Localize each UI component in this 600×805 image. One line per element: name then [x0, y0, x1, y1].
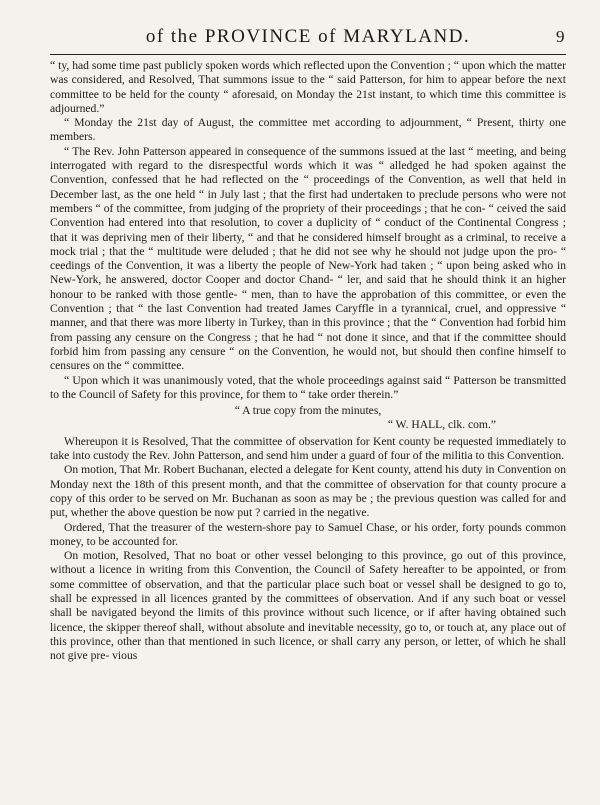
clerk-signature: “ W. HALL, clk. com.” [387, 418, 496, 432]
paragraph-unanimous-vote: “ Upon which it was unanimously voted, that the whole proceedings against said “ Patterson be transmitted to the Council of Safety for this province, for them to “ take order therein.” [50, 373, 566, 401]
paragraph-monday-meeting: “ Monday the 21st day of August, the committee met according to adjournment, “ Present, thirty one members. [50, 116, 566, 144]
page-number: 9 [556, 27, 566, 46]
body-text [50, 59, 566, 663]
paragraph-resolution-custody: Whereupon it is Resolved, That the committee of observation for Kent county be requested immediately to take into custody the Rev. John Patterson, and send him under a guard of four of the militia to this Convention. [50, 434, 566, 463]
attestation-line: “ A true copy from the minutes, [234, 404, 382, 418]
paragraph-treasurer-order: Ordered, That the treasurer of the western-shore pay to Samuel Chase, or his order, forty pounds common money, to be accounted for. [50, 520, 566, 548]
header-rule [50, 54, 566, 55]
page-title: of the PROVINCE of MARYLAND. [145, 26, 471, 47]
paragraph-vessel-licence: On motion, Resolved, That no boat or other vessel belonging to this province, go out of this province, without a licence in writing from this Convention, the Council of Safety hereafter to be appointed, or from some committee of observation, and that the particular place such boat or vessel shall be designed to go to, shall be expressed in all licences granted by the committees of observation. And if any such boat or vessel shall be navigated beyond the limits of this province without such licence, or if after having obtained such licence, the skipper thereof shall, without absolute and inevitable necessity, go to, or touch at, any place out of this province, other than that mentioned in such licence, or shall carry any person, or letter, of which he shall not give pre- vious [50, 549, 566, 663]
running-header [50, 22, 566, 52]
paragraph-committee-proceedings: “ ty, had some time past publicly spoken words which reflected upon the Convention ; “ upon which the matter was considered, and Resolved, That summons issue to the “ said Patterson, for him to appear before the next committee to be held for the county “ aforesaid, on Monday the 21st instant, to which time this committee is adjourned.” [50, 59, 566, 115]
paragraph-patterson-appearance: “ The Rev. John Patterson appeared in consequence of the summons issued at the last “ meeting, and being interrogated with regard to the disrespectful words which it was “ alledged he had spoken against the Convention, confessed that he had reflected on the “ proceedings of the Convention, as well that held in December last, as the one held “ in July last ; that the first had undertaken to preclude persons who were not members “ of the committee, from judging of the propriety of their proceedings ; that he con- “ ceived the said Convention had entered into that resolution, to cover a duplicity of “ conduct of the Continental Congress ; that it was depriving men of their liberty, “ and that he considered himself brought as a criminal, to receive a mock trial ; that the “ multitude were deluded ; that he did not see why he should not judge upon the pro- “ ceedings of the Convention, it was a liberty the people of New-York had taken ; “ upon being asked who in New-York, he answered, doctor Cooper and doctor Chand- “ ler, and said that he should think it an higher honour to be ranked with those gentle- “ men, than to have the approbation of this committee, or even the Convention ; that “ the last Convention had treated James Caryffle in a tyrannical, cruel, and oppressive “ manner, and that there was more liberty in Turkey, than in this province ; that the “ Convention had forbid him from passing any censure on the Congress ; that he had “ not done it since, and that if the committee should forbid him from passing any censure “ on the Convention, he would not, but should then confine himself to censures on the “ committee. [50, 144, 566, 373]
paragraph-buchanan-motion: On motion, That Mr. Robert Buchanan, elected a delegate for Kent county, attend his duty in Convention on Monday next the 18th of this present month, and that the committee of observation for that county procure a copy of this order to be served on Mr. Buchanan as soon as may be ; the previous question was called for and put, whether the above question be now put ? carried in the negative. [50, 463, 566, 520]
